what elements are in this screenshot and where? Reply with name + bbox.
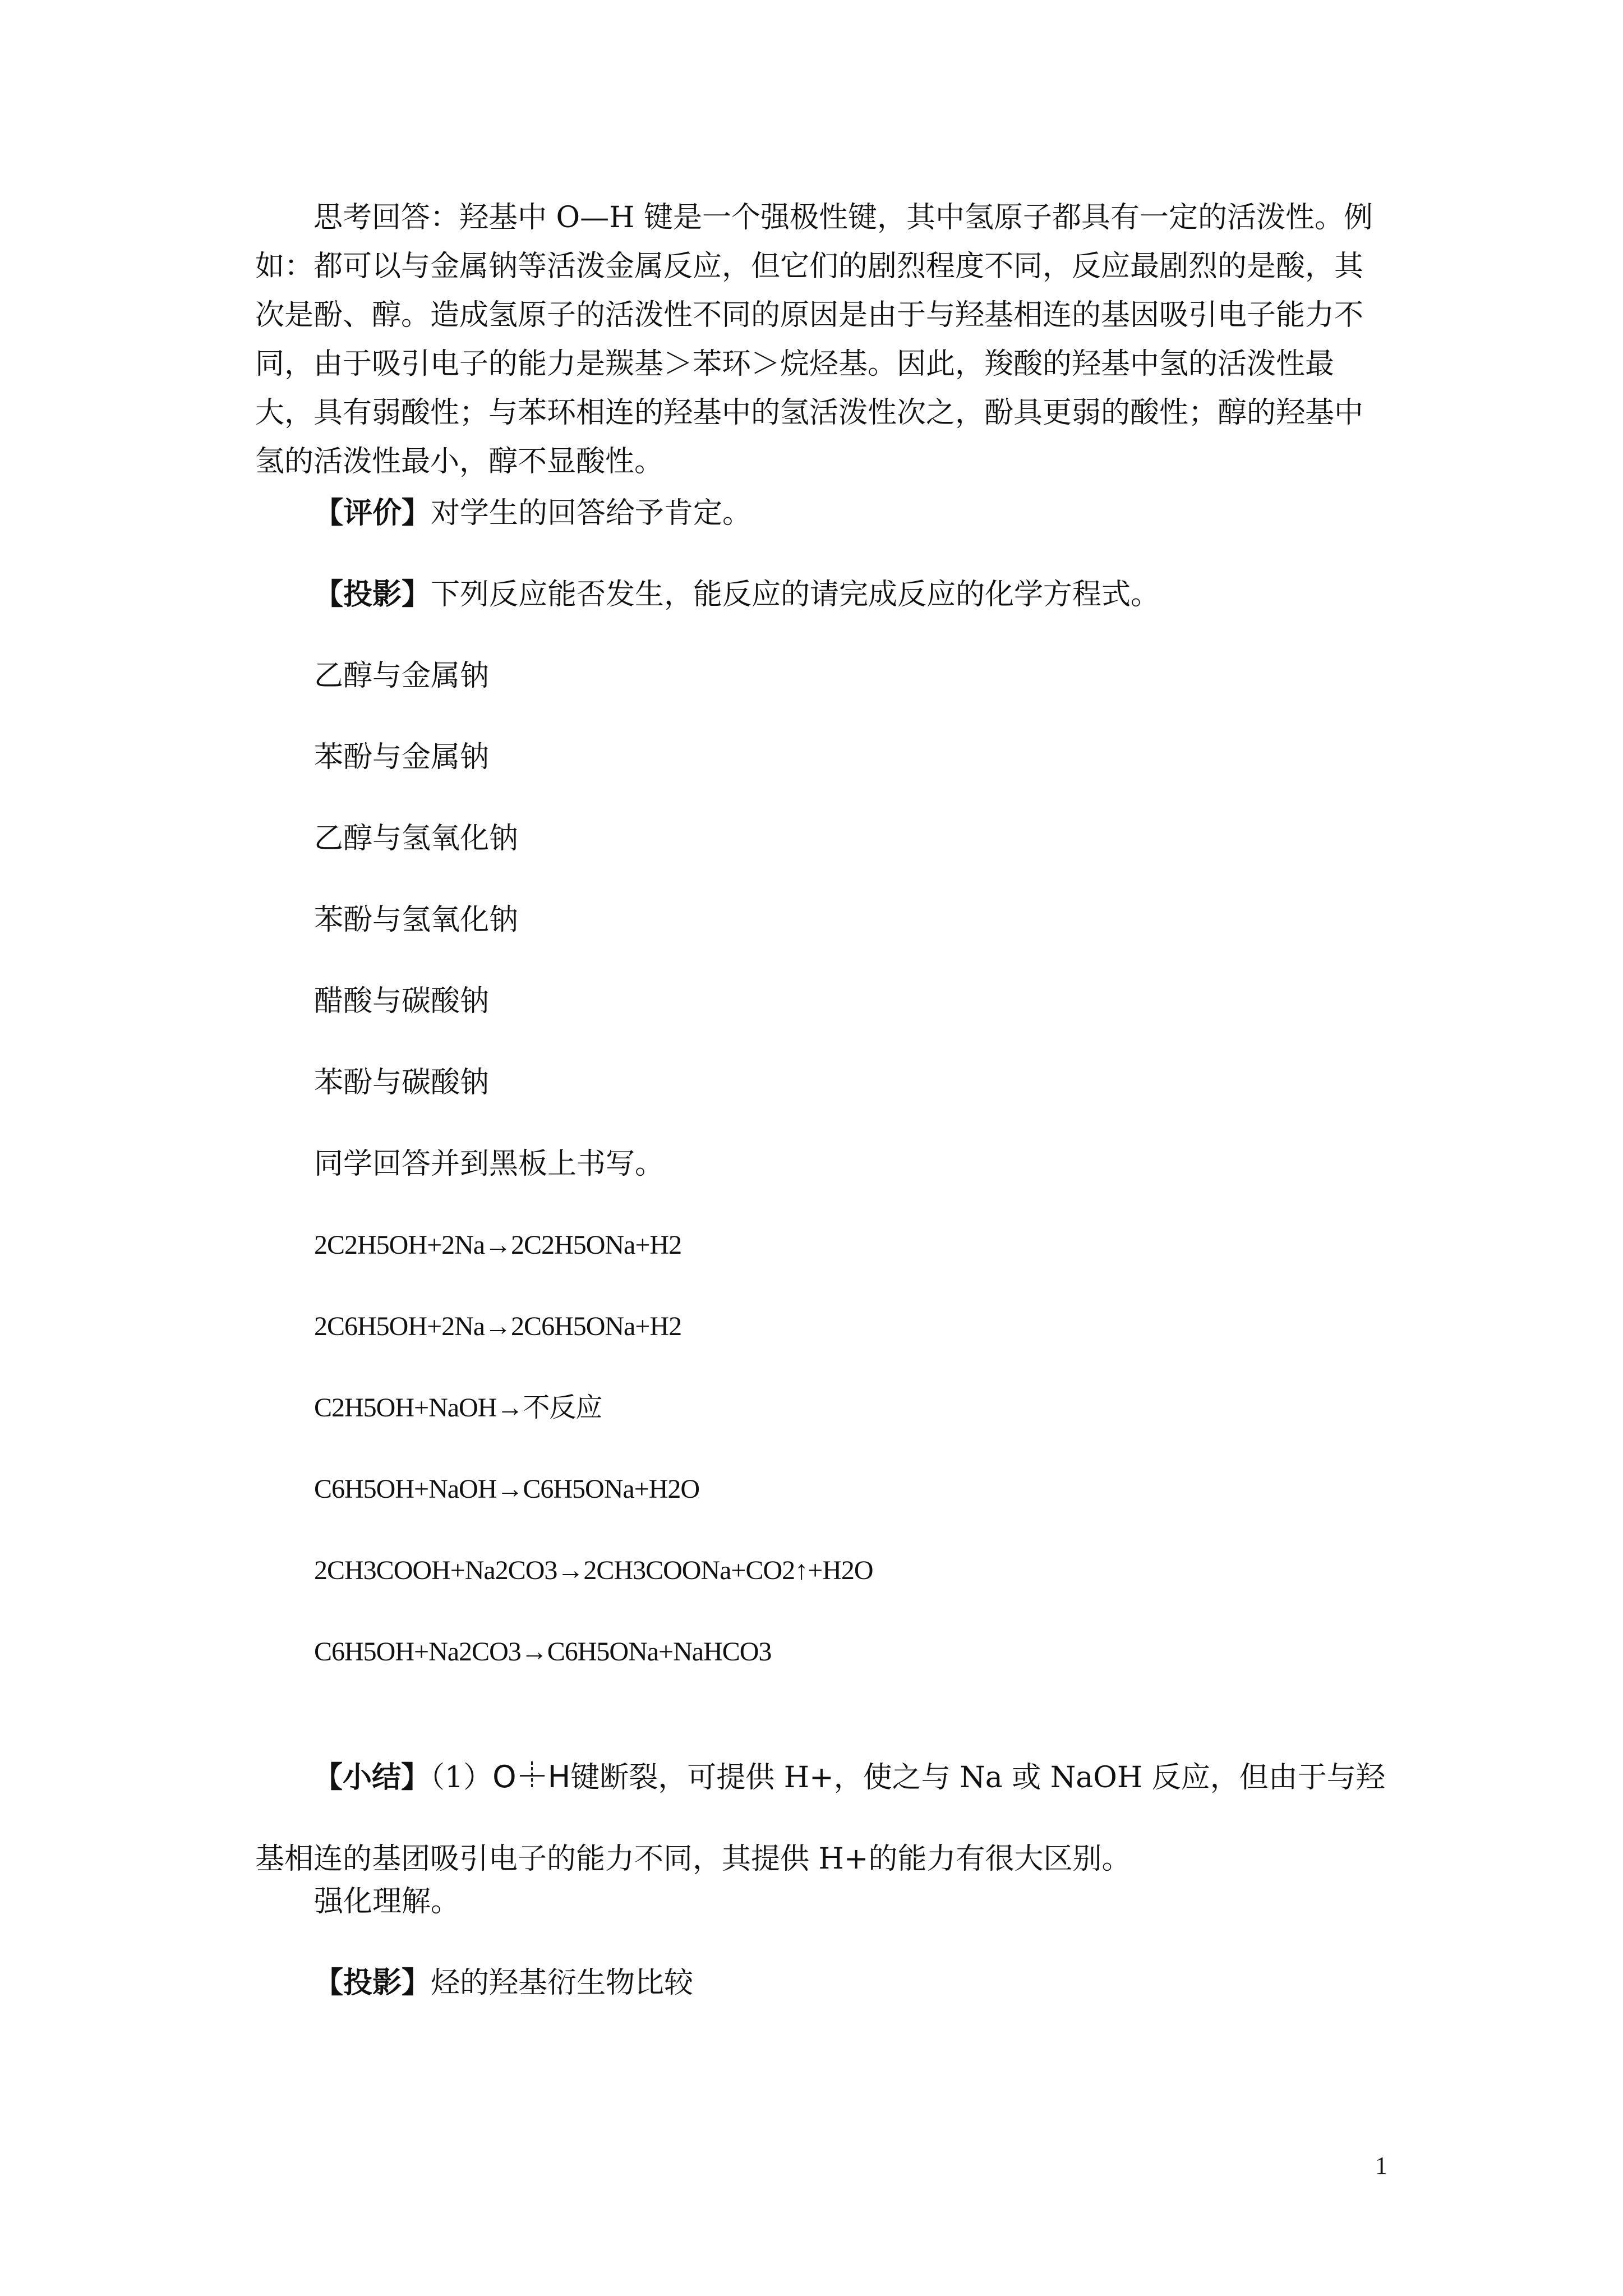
summary-number: （1）: [430, 1761, 493, 1795]
projection-tag: 【投影】: [314, 577, 431, 611]
page-number: 1: [1375, 2152, 1387, 2179]
evaluation-line: [314, 494, 751, 533]
equation: C2H5OH+NaOH→不反应: [314, 1393, 602, 1423]
equation: 2C6H5OH+2Na→2C6H5ONa+H2: [314, 1312, 682, 1341]
equation: C6H5OH+Na2CO3→C6H5ONa+NaHCO3: [314, 1637, 772, 1667]
projection-tag-2: 【投影】: [314, 1966, 431, 2000]
projection-text-2: 烃的羟基衍生物比较: [431, 1966, 694, 2000]
summary-text: 键断裂，可提供 H+，使之与 Na 或 NaOH 反应，但由于与羟基相连的基团吸引电子的能力不同，其提供 H+的能力有很大区别。: [255, 1761, 1385, 1876]
reaction-item: 醋酸与碳酸钠: [314, 984, 490, 1018]
bond-break-icon: O H: [492, 1759, 571, 1795]
projection-line-2: [314, 1963, 693, 2003]
student-answer: 同学回答并到黑板上书写。: [314, 1147, 665, 1181]
projection-text: 下列反应能否发生，能反应的请完成反应的化学方程式。: [431, 578, 1160, 611]
reaction-item: 苯酚与金属钠: [314, 740, 490, 774]
reaction-item: 乙醇与金属钠: [314, 659, 490, 693]
summary-paragraph: [255, 1736, 1388, 1900]
reaction-item: 乙醇与氢氧化钠: [314, 822, 519, 855]
evaluation-tag: 【评价】: [314, 496, 431, 530]
equation: 2CH3COOH+Na2CO3→2CH3COONa+CO2↑+H2O: [314, 1556, 873, 1585]
reaction-item: 苯酚与碳酸钠: [314, 1066, 490, 1099]
evaluation-text: 对学生的回答给予肯定。: [431, 496, 752, 530]
summary-tag: 【小结】: [313, 1760, 431, 1795]
intro-paragraph: 思考回答：羟基中 O—H 键是一个强极性键，其中氢原子都具有一定的活泼性。例如：都可以与金属钠等活泼金属反应，但它们的剧烈程度不同，反应最剧烈的是酸，其次是酚、醇。造成氢原子的活泼性不同的原因是由于与羟基相连的基因吸引电子能力不同，由于吸引电子的能力是羰基＞苯环＞烷烃基。因此，羧酸的羟基中氢的活泼性最大，具有弱酸性；与苯环相连的羟基中的氢活泼性次之，酚具更弱的酸性；醇的羟基中氢的活泼性最小，醇不显酸性。: [255, 201, 1373, 478]
reaction-item: 苯酚与氢氧化钠: [314, 903, 519, 937]
reinforce-line: 强化理解。: [314, 1885, 460, 1918]
equation: 2C2H5OH+2Na→2C2H5ONa+H2: [314, 1230, 682, 1260]
projection-line: [314, 575, 1160, 614]
equation: C6H5OH+NaOH→C6H5ONa+H2O: [314, 1474, 700, 1504]
bond-break-mark: [520, 1761, 545, 1789]
